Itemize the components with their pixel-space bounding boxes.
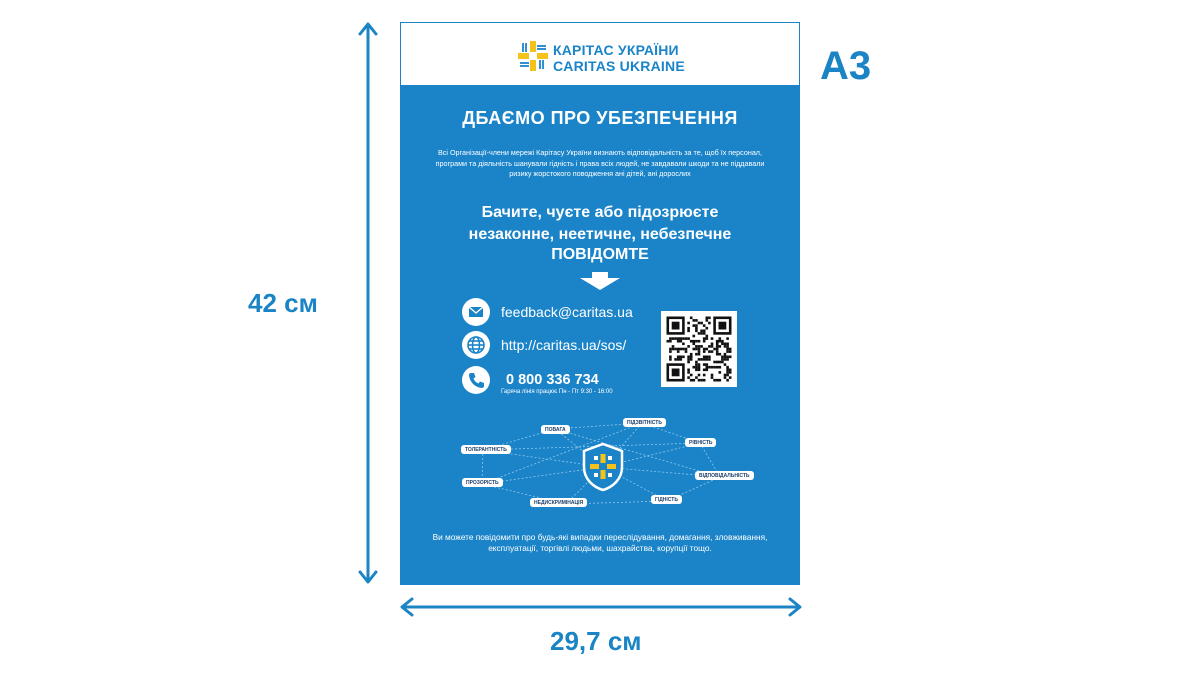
cta-line-1: Бачите, чуєте або підозрюєте	[481, 204, 719, 221]
brand-name-en: CARITAS UKRAINE	[553, 58, 685, 74]
hotline-hours: Гаряча лінія працює Пн - Пт 9:30 - 16:00	[501, 389, 613, 395]
width-label: 29,7 см	[550, 626, 642, 656]
cta-line-2: незаконне, неетичне, небезпечне	[468, 226, 732, 243]
value-tag: ГІДНІСТЬ	[651, 495, 682, 504]
qr-code	[661, 311, 737, 387]
poster-header	[400, 22, 800, 85]
height-label: 42 см	[248, 288, 318, 318]
caritas-cross-logo	[518, 41, 548, 71]
value-tag: ПОВАГА	[541, 425, 570, 434]
value-tag: НЕДИСКРИМІНАЦІЯ	[530, 498, 587, 507]
shield-logo-icon	[581, 442, 625, 492]
brand-name-uk: КАРІТАС УКРАЇНИ	[553, 42, 679, 58]
globe-icon	[462, 331, 490, 359]
poster-title: ДБАЄМО ПРО УБЕЗПЕЧЕННЯ	[462, 108, 738, 128]
value-tag: ТОЛЕРАНТНІСТЬ	[461, 445, 511, 454]
value-tag: ПІДЗВІТНІСТЬ	[623, 418, 666, 427]
format-label: A3	[820, 44, 872, 88]
phone-number[interactable]: 0 800 336 734	[506, 372, 599, 388]
down-arrow-icon	[580, 272, 620, 290]
cta-line-3: ПОВІДОМТЕ	[551, 246, 649, 263]
value-tag: РІВНІСТЬ	[685, 438, 716, 447]
mail-icon	[462, 298, 490, 326]
values-network	[400, 407, 800, 517]
value-tag: ВІДПОВІДАЛЬНІСТЬ	[695, 471, 754, 480]
poster	[400, 22, 800, 585]
phone-icon	[462, 366, 490, 394]
value-tag: ПРОЗОРІСТЬ	[462, 478, 503, 487]
intro-text: Всі Організації-члени мережі Карітасу України визнають відповідальність за те, щоб їх персонал, програми та діяльність шанували гідність і права всіх людей, не завдавали шкоди та не піддавали ризику жорстокого поводження ані дітей, ані дорослих	[435, 148, 765, 178]
bottom-text: Ви можете повідомити про будь-які випадки переслідування, домагання, зловживання, експлуатації, торгівлі людьми, шахрайства, корупції тощо.	[432, 532, 768, 553]
email-link[interactable]: feedback@caritas.ua	[501, 304, 633, 320]
website-link[interactable]: http://caritas.ua/sos/	[501, 337, 627, 353]
